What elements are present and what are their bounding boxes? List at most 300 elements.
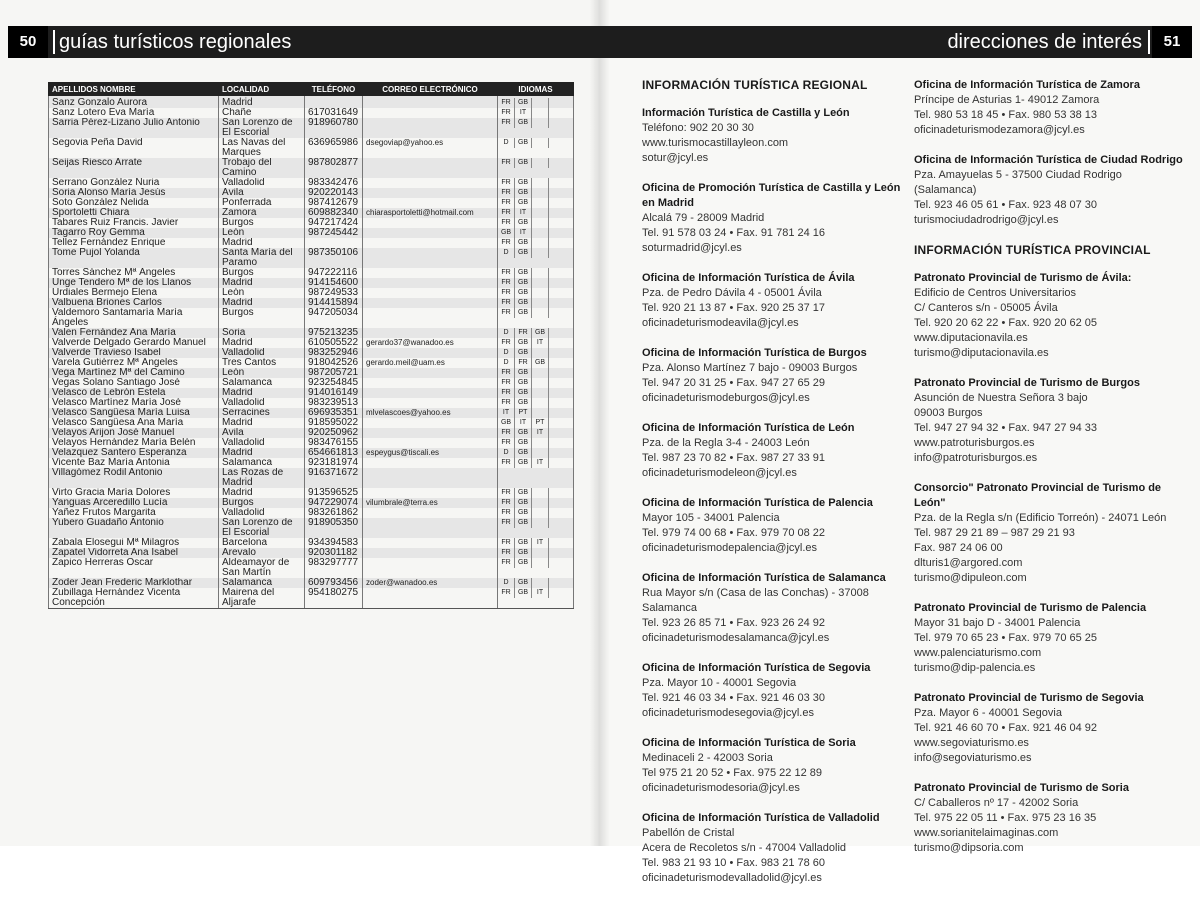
- office-detail: Tel. 921 46 60 70 • Fax. 921 46 04 92: [914, 722, 1098, 734]
- language-code: GB: [515, 248, 532, 258]
- guide-email: [363, 368, 498, 378]
- guide-languages: [498, 188, 574, 198]
- guide-languages: [498, 218, 574, 228]
- office-detail: Pza. Mayor 10 - 40001 Segovia: [642, 677, 797, 689]
- language-code: FR: [498, 388, 515, 398]
- language-code: FR: [515, 328, 532, 338]
- office-detail: Tel. 979 70 65 23 • Fax. 979 70 65 25: [914, 632, 1098, 644]
- guide-phone: 617031649: [305, 108, 363, 118]
- office-name: Patronato Provincial de Turismo de Palencia: [914, 602, 1147, 614]
- guide-email: [363, 388, 498, 398]
- guide-languages: [498, 288, 574, 298]
- guide-languages: [498, 428, 574, 438]
- language-code: [532, 158, 549, 168]
- language-code: GB: [515, 538, 532, 548]
- language-code: GB: [515, 438, 532, 448]
- language-code: GB: [515, 138, 532, 148]
- guide-city: Valladolid: [219, 348, 305, 358]
- guide-phone: 987245442: [305, 228, 363, 238]
- language-code: FR: [515, 358, 532, 368]
- guide-phone: 983261862: [305, 508, 363, 518]
- guide-name: Torres Sánchez Mª Ángeles: [49, 268, 219, 278]
- office-detail[interactable]: www.turismocastillayleon.com: [642, 137, 789, 149]
- guide-phone: 934394583: [305, 538, 363, 548]
- guide-name: Valverde Travieso Isabel: [49, 348, 219, 358]
- guide-phone: 654661813: [305, 448, 363, 458]
- language-code: [549, 418, 565, 428]
- table-row: [49, 118, 574, 138]
- guide-city: Valladolid: [219, 398, 305, 408]
- language-code: GB: [498, 228, 515, 238]
- office-entry: [642, 496, 907, 556]
- office-detail: Pza. Mayor 6 - 40001 Segovia: [914, 707, 1062, 719]
- guide-email: gerardo37@wanadoo.es: [363, 338, 498, 348]
- guide-city: Barcelona: [219, 538, 305, 548]
- guide-name: Velayos Hernández María Belén: [49, 438, 219, 448]
- office-detail[interactable]: turismo@diputacionavila.es: [914, 347, 1049, 359]
- col-header-phone: TELÉFONO: [305, 83, 363, 96]
- guide-email: [363, 158, 498, 178]
- guide-city: Burgos: [219, 308, 305, 328]
- language-code: GB: [515, 98, 532, 108]
- language-code: [532, 118, 549, 128]
- guide-city: Santa María del Paramo: [219, 248, 305, 268]
- office-name: Información Turística de Castilla y León: [642, 107, 850, 119]
- language-code: [549, 378, 565, 388]
- guide-city: Salamanca: [219, 378, 305, 388]
- office-detail[interactable]: oficinadeturismodeleon@jcyl.es: [642, 467, 797, 479]
- language-code: [549, 458, 565, 468]
- language-code: [549, 428, 565, 438]
- office-detail[interactable]: oficinadeturismodepalencia@jcyl.es: [642, 542, 818, 554]
- language-code: GB: [515, 238, 532, 248]
- office-entry: [642, 181, 907, 256]
- language-code: [549, 288, 565, 298]
- guide-city: Arevalo: [219, 548, 305, 558]
- language-code: FR: [498, 178, 515, 188]
- office-detail: Tel. 947 20 31 25 • Fax. 947 27 65 29: [642, 377, 826, 389]
- language-code: FR: [498, 108, 515, 118]
- language-code: GB: [515, 498, 532, 508]
- office-detail: Tel. 975 22 05 11 • Fax. 975 23 16 35: [914, 812, 1097, 824]
- office-detail[interactable]: turismo@dipuleon.com: [914, 572, 1027, 584]
- language-code: [532, 98, 549, 108]
- language-code: IT: [515, 228, 532, 238]
- table-row: [49, 588, 574, 609]
- office-detail[interactable]: oficinadeturismodezamora@jcyl.es: [914, 124, 1085, 136]
- office-detail: Teléfono: 902 20 30 30: [642, 122, 754, 134]
- guide-email: [363, 378, 498, 388]
- guide-languages: [498, 228, 574, 238]
- office-detail[interactable]: info@segoviaturismo.es: [914, 752, 1032, 764]
- language-code: [549, 108, 565, 118]
- guide-name: Valbuena Briones Carlos: [49, 298, 219, 308]
- guide-city: Burgos: [219, 268, 305, 278]
- language-code: FR: [498, 278, 515, 288]
- language-code: [549, 198, 565, 208]
- guide-name: Vega Martínez Mª del Camino: [49, 368, 219, 378]
- guide-phone: 947205034: [305, 308, 363, 328]
- language-code: [532, 218, 549, 228]
- office-detail: Fax. 987 24 06 00: [914, 542, 1003, 554]
- office-entry: [642, 106, 907, 166]
- office-detail: Pabellón de Cristal: [642, 827, 735, 839]
- office-detail[interactable]: www.palenciaturismo.com: [914, 647, 1042, 659]
- guide-languages: [498, 358, 574, 368]
- guide-name: Valen Fernández Ana María: [49, 328, 219, 338]
- table-row: [49, 428, 574, 438]
- guide-phone: 914415894: [305, 298, 363, 308]
- language-code: [549, 438, 565, 448]
- guide-city: Valladolid: [219, 438, 305, 448]
- language-code: FR: [498, 368, 515, 378]
- table-row: [49, 558, 574, 578]
- table-row: [49, 188, 574, 198]
- office-detail: Tel. 983 21 93 10 • Fax. 983 21 78 60: [642, 857, 826, 869]
- language-code: [549, 588, 565, 598]
- table-row: [49, 158, 574, 178]
- guide-name: Zoder Jean Frederic Marklothar: [49, 578, 219, 588]
- table-row: [49, 248, 574, 268]
- guide-languages: [498, 588, 574, 609]
- language-code: GB: [498, 418, 515, 428]
- language-code: [532, 228, 549, 238]
- guide-phone: 987249533: [305, 288, 363, 298]
- office-entry: [642, 346, 907, 406]
- guide-email: [363, 96, 498, 109]
- office-detail[interactable]: soturmadrid@jcyl.es: [642, 242, 742, 254]
- office-detail: Tel 975 21 20 52 • Fax. 975 22 12 89: [642, 767, 822, 779]
- language-code: GB: [515, 398, 532, 408]
- office-detail: Príncipe de Asturias 1- 49012 Zamora: [914, 94, 1100, 106]
- language-code: [549, 558, 565, 568]
- guide-name: Urdiales Bermejo Elena: [49, 288, 219, 298]
- guide-languages: [498, 198, 574, 208]
- guide-phone: 918595022: [305, 418, 363, 428]
- language-code: [549, 338, 565, 348]
- guide-name: Zubillaga Hernández Vicenta Concepción: [49, 588, 219, 609]
- office-detail: Acera de Recoletos s/n - 47004 Valladolid: [642, 842, 847, 854]
- language-code: [549, 158, 565, 168]
- table-row: [49, 138, 574, 158]
- language-code: GB: [515, 278, 532, 288]
- provincial-offices: [914, 271, 1184, 856]
- office-detail: Tel. 923 46 05 61 • Fax. 923 48 07 30: [914, 199, 1098, 211]
- office-detail[interactable]: oficinadeturismodeavila@jcyl.es: [642, 317, 799, 329]
- guide-name: Sanz Gonzalo Aurora: [49, 96, 219, 109]
- guide-languages: [498, 378, 574, 388]
- guide-phone: 954180275: [305, 588, 363, 609]
- table-row: [49, 538, 574, 548]
- office-detail[interactable]: oficinadeturismodesegovia@jcyl.es: [642, 707, 814, 719]
- office-entry: [914, 691, 1184, 766]
- guide-email: [363, 438, 498, 448]
- guide-city: Salamanca: [219, 578, 305, 588]
- section-title-provincial: INFORMACIÓN TURÍSTICA PROVINCIAL: [914, 243, 1151, 257]
- language-code: D: [498, 328, 515, 338]
- guide-city: León: [219, 228, 305, 238]
- guide-languages: [498, 338, 574, 348]
- office-entry: [642, 571, 907, 646]
- office-detail[interactable]: www.sorianitelaimaginas.com: [914, 827, 1059, 839]
- language-code: GB: [515, 578, 532, 588]
- guide-email: [363, 198, 498, 208]
- office-entry: [914, 271, 1184, 361]
- language-code: GB: [515, 518, 532, 528]
- guide-city: Salamanca: [219, 458, 305, 468]
- language-code: IT: [532, 538, 549, 548]
- table-row: [49, 448, 574, 458]
- language-code: D: [498, 348, 515, 358]
- language-code: [549, 248, 565, 258]
- language-code: [532, 108, 549, 118]
- header-divider: [53, 30, 55, 54]
- language-code: [549, 278, 565, 288]
- office-detail: Tel. 91 578 03 24 • Fax. 91 781 24 16: [642, 227, 826, 239]
- table-row: [49, 368, 574, 378]
- office-name: Oficina de Promoción Turística de Castilla y León en Madrid: [642, 182, 901, 209]
- guide-phone: 947217424: [305, 218, 363, 228]
- table-row: [49, 96, 574, 109]
- guide-name: Tome Pujol Yolanda: [49, 248, 219, 268]
- language-code: GB: [515, 188, 532, 198]
- guide-city: Serracines: [219, 408, 305, 418]
- guide-city: San Lorenzo de El Escorial: [219, 518, 305, 538]
- table-row: [49, 468, 574, 488]
- language-code: [549, 348, 565, 358]
- office-detail: Tel. 979 74 00 68 • Fax. 979 70 08 22: [642, 527, 826, 539]
- language-code: FR: [498, 538, 515, 548]
- language-code: FR: [498, 268, 515, 278]
- guide-email: [363, 108, 498, 118]
- language-code: IT: [498, 408, 515, 418]
- language-code: [532, 388, 549, 398]
- guide-city: Ávila: [219, 428, 305, 438]
- office-detail: C/ Caballeros nº 17 - 42002 Soria: [914, 797, 1079, 809]
- office-detail: Tel. 920 20 62 22 • Fax. 920 20 62 05: [914, 317, 1098, 329]
- office-entry: [914, 153, 1184, 228]
- language-code: [549, 228, 565, 238]
- guide-languages: [498, 408, 574, 418]
- language-code: [532, 438, 549, 448]
- guide-city: Madrid: [219, 418, 305, 428]
- guide-name: Zapico Herreras Oscar: [49, 558, 219, 578]
- office-detail[interactable]: dlturis1@argored.com: [914, 557, 1023, 569]
- language-code: GB: [515, 218, 532, 228]
- guide-name: Varela Gutiérrez Mª Ángeles: [49, 358, 219, 368]
- office-name: Oficina de Información Turística de Ávila: [642, 272, 855, 284]
- col-header-languages: IDIOMAS: [498, 83, 574, 96]
- language-code: GB: [532, 358, 549, 368]
- guide-phone: 987205721: [305, 368, 363, 378]
- guide-city: Madrid: [219, 488, 305, 498]
- guide-name: Zabala Elosegui Mª Milagros: [49, 538, 219, 548]
- language-code: GB: [515, 308, 532, 318]
- guide-email: [363, 298, 498, 308]
- language-code: [532, 378, 549, 388]
- table-row: [49, 228, 574, 238]
- language-code: [532, 488, 549, 498]
- section-title-regional: INFORMACIÓN TURÍSTICA REGIONAL: [642, 78, 868, 92]
- language-code: [549, 388, 565, 398]
- guide-city: Chañe: [219, 108, 305, 118]
- left-page-title: guías turísticos regionales: [59, 31, 292, 53]
- guide-email: espeygus@tiscali.es: [363, 448, 498, 458]
- office-name: Oficina de Información Turística de Burgos: [642, 347, 867, 359]
- office-detail[interactable]: info@patroturisburgos.es: [914, 452, 1038, 464]
- table-row: [49, 338, 574, 348]
- table-row: [49, 508, 574, 518]
- language-code: FR: [498, 518, 515, 528]
- language-code: [532, 408, 549, 418]
- guide-phone: 918960780: [305, 118, 363, 138]
- guide-email: [363, 488, 498, 498]
- guide-name: Velasco de Lebrón Estela: [49, 388, 219, 398]
- guide-city: Soria: [219, 328, 305, 338]
- table-row: [49, 328, 574, 338]
- language-code: FR: [498, 488, 515, 498]
- guide-city: Zamora: [219, 208, 305, 218]
- office-detail[interactable]: turismo@dipsoria.com: [914, 842, 1024, 854]
- col-header-city: LOCALIDAD: [219, 83, 305, 96]
- office-detail[interactable]: oficinadeturismodesoria@jcyl.es: [642, 782, 800, 794]
- guide-city: Trobajo del Camino: [219, 158, 305, 178]
- guide-phone: 947229074: [305, 498, 363, 508]
- office-name: Oficina de Información Turística de Ciudad Rodrigo: [914, 154, 1183, 166]
- office-detail[interactable]: oficinadeturismodevalladolid@jcyl.es: [642, 872, 822, 884]
- col-header-email: CORREO ELECTRÓNICO: [363, 83, 498, 96]
- language-code: [532, 308, 549, 318]
- office-detail: Rua Mayor s/n (Casa de las Conchas) - 37008 Salamanca: [642, 587, 869, 614]
- table-row: [49, 308, 574, 328]
- guide-email: [363, 238, 498, 248]
- guide-name: Sportoletti Chiara: [49, 208, 219, 218]
- guide-languages: [498, 418, 574, 428]
- language-code: [549, 358, 565, 368]
- language-code: [532, 198, 549, 208]
- office-detail: Tel. 921 46 03 34 • Fax. 921 46 03 30: [642, 692, 826, 704]
- language-code: [549, 448, 565, 458]
- guide-city: Burgos: [219, 498, 305, 508]
- guide-city: San Lorenzo de El Escorial: [219, 118, 305, 138]
- language-code: [532, 288, 549, 298]
- language-code: FR: [498, 548, 515, 558]
- guide-city: Burgos: [219, 218, 305, 228]
- guide-email: [363, 588, 498, 609]
- language-code: [549, 578, 565, 588]
- language-code: FR: [498, 238, 515, 248]
- office-entry: [642, 421, 907, 481]
- guide-languages: [498, 398, 574, 408]
- office-detail[interactable]: turismociudadrodrigo@jcyl.es: [914, 214, 1059, 226]
- language-code: GB: [515, 178, 532, 188]
- table-row: [49, 388, 574, 398]
- office-detail: Alcalá 79 - 28009 Madrid: [642, 212, 765, 224]
- office-entry: [914, 78, 1184, 138]
- guide-name: Vicente Baz María Antonia: [49, 458, 219, 468]
- guide-city: Madrid: [219, 338, 305, 348]
- guide-name: Velayos Arijon José Manuel: [49, 428, 219, 438]
- guide-phone: 696935351: [305, 408, 363, 418]
- office-detail[interactable]: www.diputacionavila.es: [914, 332, 1028, 344]
- table-row: [49, 288, 574, 298]
- office-detail[interactable]: oficinadeturismodesalamanca@jcyl.es: [642, 632, 830, 644]
- language-code: FR: [498, 438, 515, 448]
- guide-email: [363, 428, 498, 438]
- guide-languages: [498, 438, 574, 448]
- language-code: [532, 178, 549, 188]
- language-code: [549, 238, 565, 248]
- page-number-right: 51: [1152, 26, 1192, 58]
- guide-city: Mairena del Aljarafe: [219, 588, 305, 609]
- office-detail[interactable]: oficinadeturismodeburgos@jcyl.es: [642, 392, 810, 404]
- guide-phone: 983252946: [305, 348, 363, 358]
- language-code: GB: [515, 158, 532, 168]
- language-code: [532, 508, 549, 518]
- guide-phone: 636965986: [305, 138, 363, 158]
- language-code: [549, 208, 565, 218]
- guide-email: chiarasportoletti@hotmail.com: [363, 208, 498, 218]
- office-detail: Pza. Alonso Martínez 7 bajo - 09003 Burgos: [642, 362, 858, 374]
- language-code: FR: [498, 588, 515, 598]
- language-code: GB: [515, 588, 532, 598]
- office-detail[interactable]: sotur@jcyl.es: [642, 152, 709, 164]
- guide-phone: [305, 96, 363, 109]
- language-code: [549, 308, 565, 318]
- regional-info-column: [642, 78, 907, 901]
- language-code: IT: [515, 418, 532, 428]
- guide-phone: 923181974: [305, 458, 363, 468]
- guide-email: [363, 178, 498, 188]
- language-code: [549, 298, 565, 308]
- guide-languages: [498, 348, 574, 358]
- right-page-title: direcciones de interés: [947, 31, 1142, 53]
- table-header-row: [49, 83, 574, 96]
- language-code: [549, 508, 565, 518]
- language-code: GB: [515, 458, 532, 468]
- language-code: [549, 218, 565, 228]
- guide-name: Velasco Sangüesa Ana María: [49, 418, 219, 428]
- office-detail: 09003 Burgos: [914, 407, 983, 419]
- language-code: GB: [515, 448, 532, 458]
- table-row: [49, 398, 574, 408]
- office-detail: Medinaceli 2 - 42003 Soria: [642, 752, 773, 764]
- guide-city: León: [219, 288, 305, 298]
- guide-languages: [498, 208, 574, 218]
- office-detail[interactable]: turismo@dip-palencia.es: [914, 662, 1036, 674]
- office-detail[interactable]: www.segoviaturismo.es: [914, 737, 1029, 749]
- guide-phone: 916371672: [305, 468, 363, 488]
- guide-city: Ponferrada: [219, 198, 305, 208]
- language-code: [532, 448, 549, 458]
- language-code: [549, 398, 565, 408]
- office-detail[interactable]: www.patroturisburgos.es: [914, 437, 1035, 449]
- office-name: Consorcio" Patronato Provincial de Turismo de León": [914, 482, 1162, 509]
- table-row: [49, 548, 574, 558]
- table-row: [49, 518, 574, 538]
- office-detail: Pza. de Pedro Dávila 4 - 05001 Ávila: [642, 287, 822, 299]
- guide-name: Seijas Riesco Arrate: [49, 158, 219, 178]
- guide-phone: 923254845: [305, 378, 363, 388]
- guide-email: [363, 538, 498, 548]
- guide-phone: [305, 238, 363, 248]
- office-detail: Edificio de Centros Universitarios: [914, 287, 1077, 299]
- guide-email: [363, 508, 498, 518]
- office-entry: [642, 736, 907, 796]
- guide-languages: [498, 558, 574, 578]
- guide-city: Aldeamayor de San Martín: [219, 558, 305, 578]
- office-detail: Tel. 987 29 21 89 – 987 29 21 93: [914, 527, 1075, 539]
